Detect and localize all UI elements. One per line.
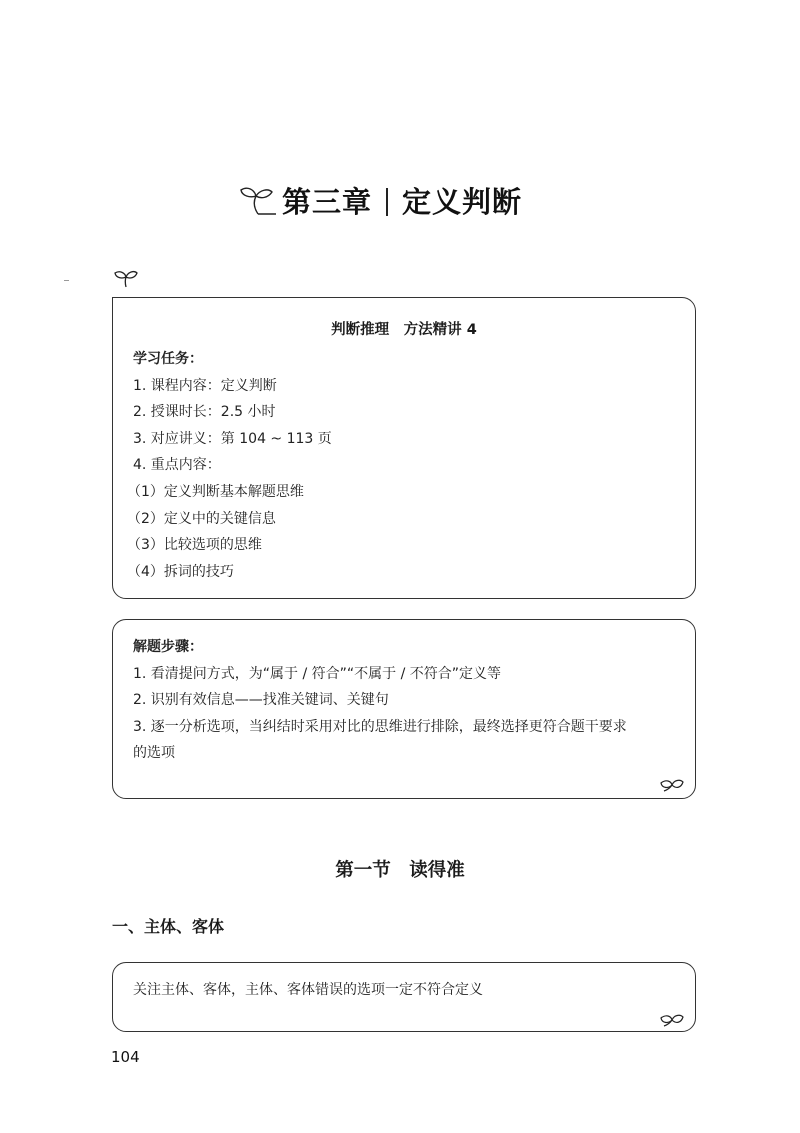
step-line: 1. 看清提问方式，为“属于 / 符合”“不属于 / 不符合”定义等	[133, 665, 502, 682]
step-line: 的选项	[133, 745, 175, 762]
note-box	[112, 962, 696, 1032]
subsection-title: 一、主体、客体	[112, 917, 225, 936]
task-list	[127, 346, 332, 585]
task-box-title: 判断推理 方法精讲 4	[331, 322, 477, 338]
sprout-icon	[113, 268, 139, 288]
chapter-heading	[236, 178, 522, 222]
steps-heading: 解题步骤：	[133, 639, 203, 655]
section-title: 第一节 读得准	[335, 860, 465, 881]
sprout-icon	[659, 776, 685, 792]
note-text: 关注主体、客体，主体、客体错误的选项一定不符合定义	[133, 982, 483, 998]
sprout-icon	[659, 1011, 685, 1027]
steps-list	[133, 634, 627, 767]
step-line: 3. 逐一分析选项，当纠结时采用对比的思维进行排除，最终选择更符合题干要求	[133, 718, 627, 735]
task-line: 2. 授课时长：2.5 小时	[133, 404, 276, 421]
page-number: 104	[111, 1048, 140, 1066]
task-line: （3）比较选项的思维	[127, 537, 262, 554]
sprout-icon	[236, 178, 280, 222]
task-line: （4）拆词的技巧	[127, 563, 234, 580]
step-line: 2. 识别有效信息——找准关键词、关键句	[133, 692, 389, 709]
task-line: （2）定义中的关键信息	[127, 510, 276, 527]
title-divider	[386, 188, 388, 216]
task-line: 3. 对应讲义：第 104 ~ 113 页	[133, 430, 332, 447]
task-line: 1. 课程内容：定义判断	[133, 377, 277, 394]
margin-mark	[64, 280, 69, 281]
task-line: 4. 重点内容：	[133, 457, 221, 474]
task-heading: 学习任务：	[133, 351, 203, 367]
task-line: （1）定义判断基本解题思维	[127, 483, 304, 500]
solving-steps-box	[112, 619, 696, 799]
chapter-name: 定义判断	[402, 184, 523, 219]
chapter-number: 第三章	[282, 184, 373, 219]
note-text-wrap	[133, 977, 483, 1004]
learning-task-box	[112, 297, 696, 599]
